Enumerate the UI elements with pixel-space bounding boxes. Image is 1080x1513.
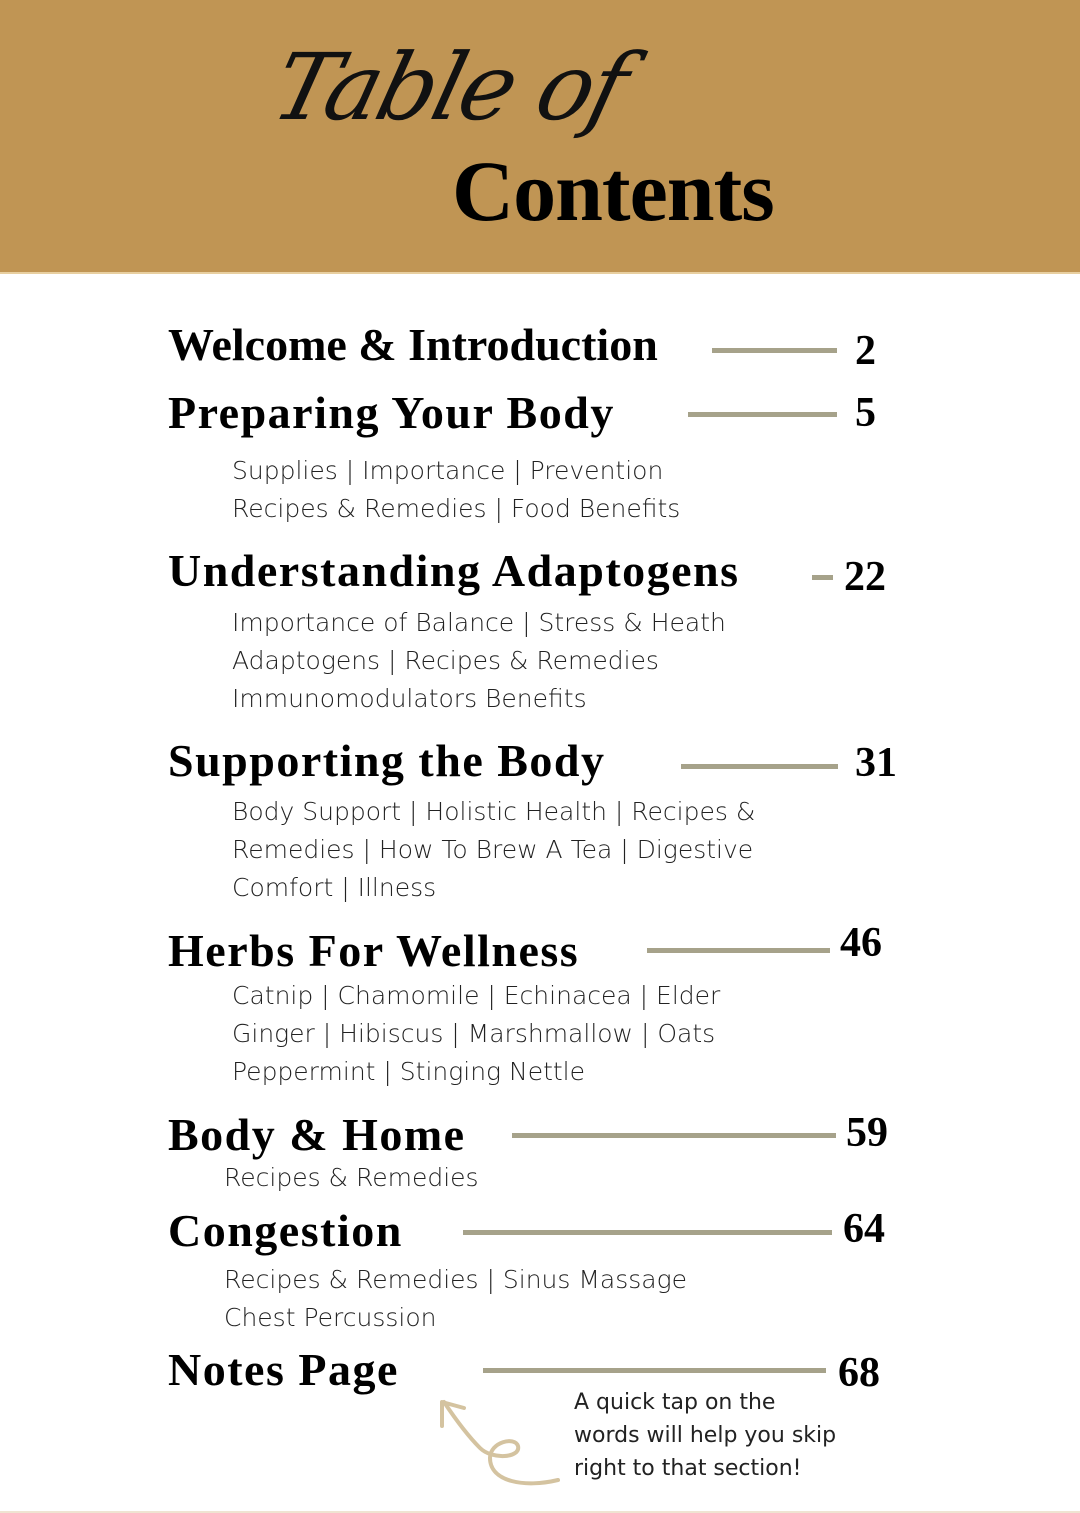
subtopics-line: Immunomodulators Benefits <box>232 684 587 713</box>
leader-line <box>812 575 833 580</box>
subtopics-line: Recipes & Remedies <box>224 1163 479 1192</box>
leader-line <box>647 948 830 953</box>
page-number: 31 <box>855 740 897 786</box>
header-banner <box>0 0 1080 274</box>
leader-line <box>463 1230 832 1235</box>
subtopics-line: Importance of Balance | Stress & Heath <box>232 608 726 637</box>
leader-line <box>512 1133 836 1138</box>
leader-line <box>712 348 837 353</box>
page-number: 5 <box>855 390 876 436</box>
subtopics-line: Peppermint | Stinging Nettle <box>232 1057 586 1086</box>
toc-link-preparing-your-body[interactable]: Preparing Your Body <box>168 387 615 438</box>
page-number: 46 <box>840 920 882 966</box>
toc-link-congestion[interactable]: Congestion <box>168 1205 403 1256</box>
subtopics-line: Body Support | Holistic Health | Recipes & <box>232 797 756 826</box>
subtopics-line: Catnip | Chamomile | Echinacea | Elder <box>232 981 721 1010</box>
subtopics-line: Recipes & Remedies | Food Benefits <box>232 494 681 523</box>
subtopics-line: Chest Percussion <box>224 1303 437 1332</box>
leader-line <box>483 1368 826 1373</box>
toc-link-notes-page[interactable]: Notes Page <box>168 1344 399 1395</box>
subtopics-line: Comfort | Illness <box>232 873 437 902</box>
toc-link-body-and-home[interactable]: Body & Home <box>168 1109 466 1160</box>
page-number: 68 <box>838 1350 880 1396</box>
leader-line <box>681 764 838 769</box>
page-number: 22 <box>844 554 886 600</box>
subtopics-line: Remedies | How To Brew A Tea | Digestive <box>232 835 754 864</box>
hint-line: words will help you skip <box>574 1423 837 1448</box>
curly-arrow-icon <box>430 1390 580 1490</box>
leader-line <box>688 412 837 417</box>
title-script: Table of <box>262 34 636 141</box>
toc-link-herbs-for-wellness[interactable]: Herbs For Wellness <box>168 925 580 976</box>
toc-link-supporting-the-body[interactable]: Supporting the Body <box>168 735 606 786</box>
hint-line: right to that section! <box>574 1456 802 1481</box>
hint-line: A quick tap on the <box>574 1390 776 1415</box>
subtopics-line: Supplies | Importance | Prevention <box>232 456 664 485</box>
toc-link-understanding-adaptogens[interactable]: Understanding Adaptogens <box>168 545 740 596</box>
page-number: 2 <box>855 328 876 374</box>
navigation-hint <box>574 1386 836 1485</box>
toc-link-welcome[interactable]: Welcome & Introduction <box>168 319 658 370</box>
subtopics-line: Adaptogens | Recipes & Remedies <box>232 646 659 675</box>
subtopics-line: Ginger | Hibiscus | Marshmallow | Oats <box>232 1019 716 1048</box>
page-number: 64 <box>843 1206 885 1252</box>
title-main: Contents <box>452 143 774 239</box>
subtopics-line: Recipes & Remedies | Sinus Massage <box>224 1265 688 1294</box>
page-number: 59 <box>846 1110 888 1156</box>
